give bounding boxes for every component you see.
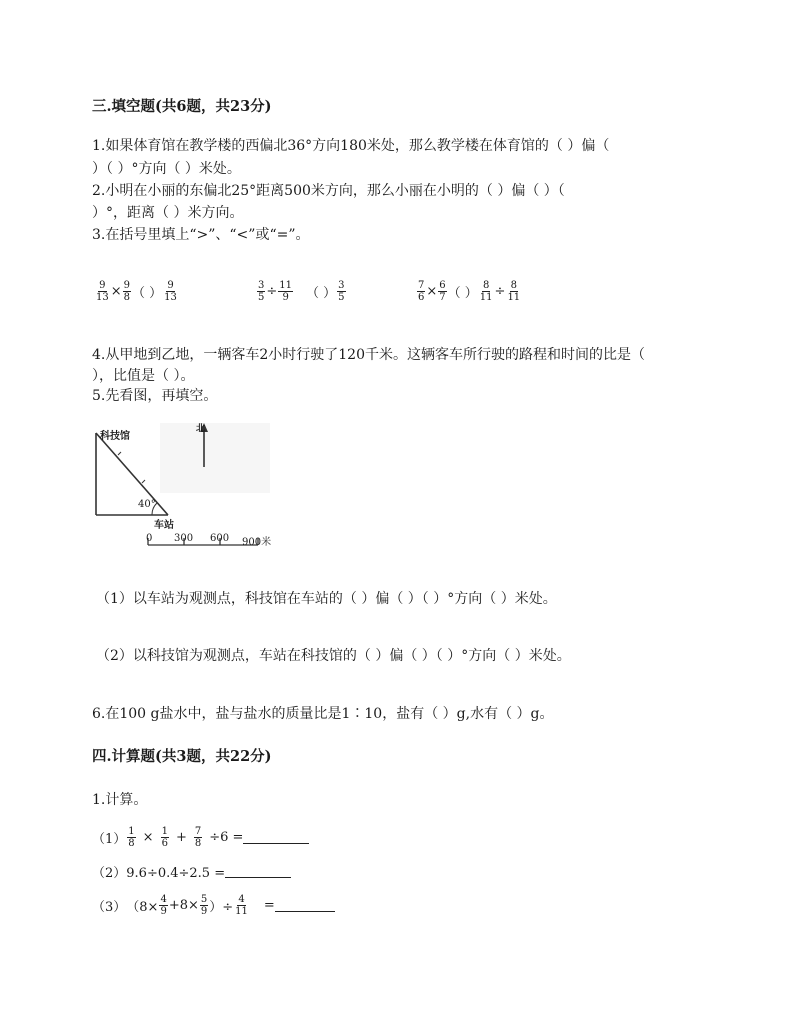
q6-text: 6.在100 g盐水中，盐与盐水的质量比是1∶10，盐有（ ）g,水有（ ）g。 <box>92 706 554 722</box>
q3-expr-1 <box>94 280 179 303</box>
scale-label-300: 300 <box>174 533 194 544</box>
q1-line1: 1.如果体育馆在教学楼的西偏北36°方向180米处，那么教学楼在体育馆的（ ）偏（ <box>92 138 610 154</box>
label-north: 北 <box>196 424 206 434</box>
q3-text: 3.在括号里填上“>”、“<”或“=”。 <box>92 227 310 243</box>
answer-blank[interactable] <box>243 831 309 844</box>
q2-line1: 2.小明在小丽的东偏北25°距离500米方向，那么小丽在小明的（ ）偏（ ）（ <box>92 183 565 199</box>
answer-blank[interactable] <box>275 899 335 912</box>
calc-1-label: （1） <box>92 832 127 847</box>
fraction: $\frac{9}{13}$ <box>96 280 109 303</box>
fraction: $\frac{11}{9}$ <box>279 280 293 303</box>
calc-1 <box>92 826 309 849</box>
fraction: $\frac{4}{11}$ <box>235 894 248 917</box>
calc-3-close: ）÷ <box>209 900 234 915</box>
section-4-title: 四.计算题(共3题，共22分) <box>92 748 272 765</box>
operator: × <box>426 284 438 299</box>
calc-3-open: （8× <box>126 900 159 915</box>
q1-line2: ）（ ）°方向（ ）米处。 <box>92 161 241 177</box>
calc-q1-text: 1.计算。 <box>92 792 148 808</box>
q3-expr-2 <box>256 280 347 303</box>
section-3-title: 三.填空题(共6题，共23分) <box>92 98 272 115</box>
faint-background-text <box>160 423 270 493</box>
calc-1-rest: ÷6 = <box>209 830 244 845</box>
fraction: $\frac{1}{6}$ <box>161 826 168 849</box>
fraction: $\frac{8}{11}$ <box>507 280 521 303</box>
fraction: $\frac{7}{8}$ <box>194 826 202 849</box>
q5-sub1: （1）以车站为观测点，科技馆在车站的（ ）偏（ ）（ ）°方向（ ）米处。 <box>96 591 557 607</box>
calc-2 <box>92 862 291 881</box>
scale-label-0: 0 <box>146 533 153 544</box>
q4-line1: 4.从甲地到乙地，一辆客车2小时行驶了120千米。这辆客车所行驶的路程和时间的比是（ <box>92 347 645 363</box>
fraction: $\frac{3}{5}$ <box>258 280 265 303</box>
fraction: $\frac{8}{11}$ <box>479 280 493 303</box>
compare-blank[interactable]: （ ） <box>306 286 337 301</box>
operator: ÷ <box>494 284 506 299</box>
fraction: $\frac{7}{6}$ <box>418 280 425 303</box>
operator: + <box>175 830 187 845</box>
calc-3-eq: = <box>263 898 275 913</box>
label-angle: 40° <box>138 499 156 510</box>
tick-mark <box>118 452 121 455</box>
tick-mark <box>142 480 145 483</box>
fraction: $\frac{1}{8}$ <box>128 826 135 849</box>
q2-line2: ）°，距离（ ）米方向。 <box>92 205 244 221</box>
label-station: 车站 <box>154 520 174 531</box>
compare-blank[interactable]: （ ） <box>447 286 478 301</box>
calc-3-label: （3） <box>92 900 127 915</box>
q3-expr-3 <box>416 280 522 303</box>
operator: × <box>110 284 122 299</box>
fraction: $\frac{9}{8}$ <box>123 280 131 303</box>
q5-sub2: （2）以科技馆为观测点，车站在科技馆的（ ）偏（ ）（ ）°方向（ ）米处。 <box>96 648 571 664</box>
fraction: $\frac{6}{7}$ <box>439 280 446 303</box>
q4-line2: ），比值是（ ）。 <box>92 368 195 384</box>
scale-label-600: 600 <box>210 533 230 544</box>
operator: × <box>142 830 154 845</box>
calc-2-text: （2）9.6÷0.4÷2.5 = <box>92 866 226 881</box>
fraction: $\frac{4}{9}$ <box>160 894 167 917</box>
answer-blank[interactable] <box>225 865 291 878</box>
scale-label-900: 900米 <box>242 537 272 548</box>
fraction: $\frac{9}{13}$ <box>164 280 177 303</box>
q5-text: 5.先看图，再填空。 <box>92 388 218 404</box>
compare-blank[interactable]: （ ） <box>132 286 163 301</box>
label-museum: 科技馆 <box>100 431 130 442</box>
direction-figure <box>90 415 290 559</box>
fraction: $\frac{3}{5}$ <box>338 280 345 303</box>
operator: ÷ <box>266 284 278 299</box>
triangle-hypotenuse <box>96 433 168 515</box>
calc-3-mid: +8× <box>168 898 199 913</box>
fraction: $\frac{5}{9}$ <box>200 894 208 917</box>
calc-3 <box>92 894 335 917</box>
